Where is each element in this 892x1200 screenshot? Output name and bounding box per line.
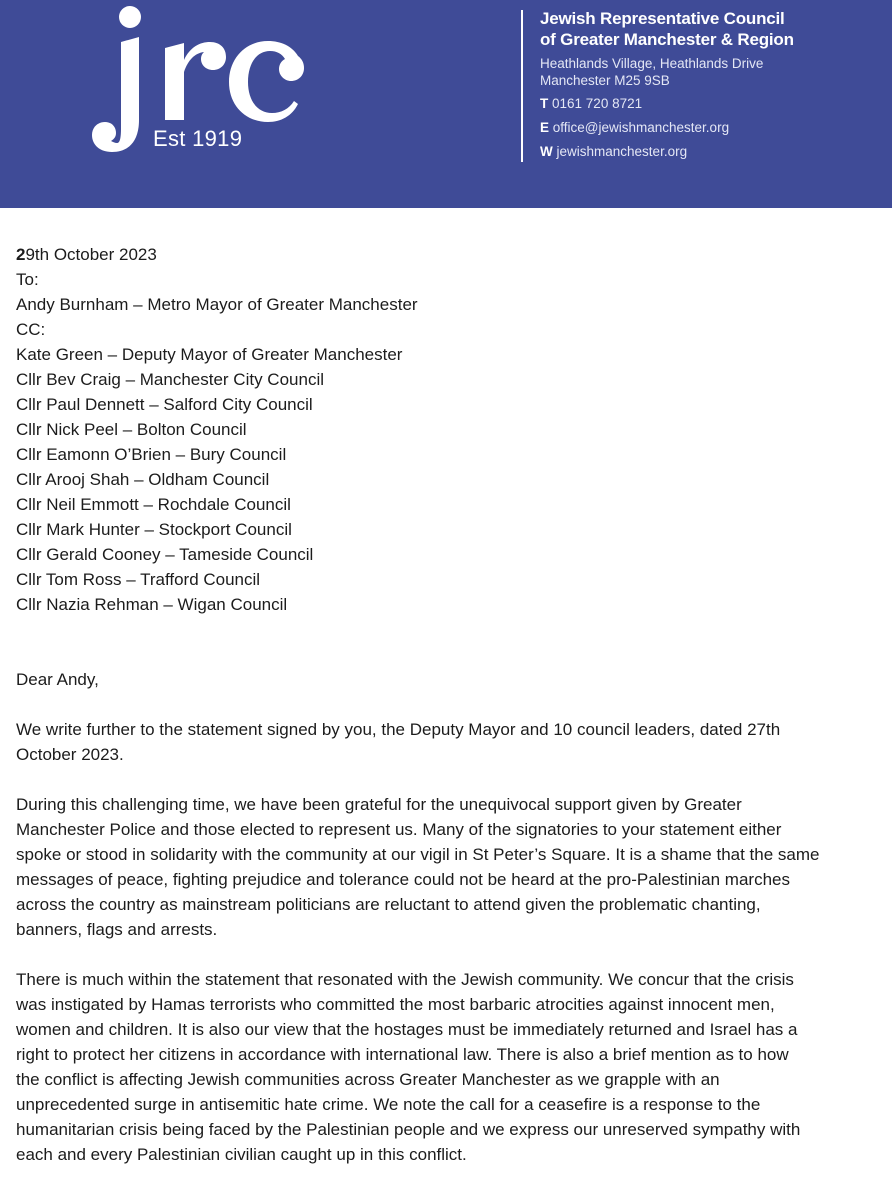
org-name-line-1: Jewish Representative Council [540,9,785,28]
established-year: Est 1919 [153,126,243,151]
cc-label: CC: [16,320,46,339]
phone-number[interactable]: 0161 720 8721 [552,96,643,111]
paragraph-line: unprecedented surge in antisemitic hate crime. We note the call for a ceasefire is a response to the [16,1095,761,1114]
paragraph-2 [16,792,876,942]
website-url[interactable]: jewishmanchester.org [556,144,688,159]
paragraph-line: During this challenging time, we have been grateful for the unequivocal support given by Greater [16,795,742,814]
website-label: W [540,144,553,159]
letter-date [16,242,876,267]
address-line-1: Heathlands Village, Heathlands Drive [540,56,764,71]
website-line [540,143,880,160]
greeting: Dear Andy, [16,670,99,689]
phone-label: T [540,96,549,111]
to-label: To: [16,270,39,289]
cc-recipient: Cllr Gerald Cooney – Tameside Council [16,545,314,564]
cc-list [16,342,876,617]
paragraph-1 [16,717,876,767]
paragraph-line: women and children. It is also our view that the hostages must be immediately returned and Israel has a [16,1020,798,1039]
paragraph-line: was instigated by Hamas terrorists who committed the most barbaric atrocities against innocent men, [16,995,775,1014]
paragraph-line: messages of peace, fighting prejudice and tolerance could not be heard at the pro-Palestinian marches [16,870,790,889]
phone-line [540,95,880,112]
cc-recipient: Cllr Nazia Rehman – Wigan Council [16,595,288,614]
cc-recipient: Kate Green – Deputy Mayor of Greater Manchester [16,345,403,364]
email-label: E [540,120,550,135]
paragraph-line: the conflict is affecting Jewish communities across Greater Manchester as we grapple with an [16,1070,720,1089]
cc-recipient: Cllr Neil Emmott – Rochdale Council [16,495,291,514]
cc-recipient: Cllr Mark Hunter – Stockport Council [16,520,292,539]
paragraph-line: banners, flags and arrests. [16,920,218,939]
letterhead-banner [0,0,892,208]
paragraph-line: spoke or stood in solidarity with the community at our vigil in St Peter’s Square. It is a shame that the same [16,845,820,864]
organisation-details [540,8,880,160]
cc-recipient: Cllr Bev Craig – Manchester City Council [16,370,324,389]
recipient: Andy Burnham – Metro Mayor of Greater Manchester [16,295,418,314]
cc-recipient: Cllr Nick Peel – Bolton Council [16,420,247,439]
cc-recipient: Cllr Paul Dennett – Salford City Council [16,395,313,414]
email-line [540,119,880,136]
paragraph-line: Manchester Police and those elected to represent us. Many of the signatories to your statement either [16,820,782,839]
paragraph-line: There is much within the statement that resonated with the Jewish community. We concur that the crisis [16,970,794,989]
org-name-line-2: of Greater Manchester & Region [540,30,794,49]
letter-body [16,242,876,1167]
cc-recipient: Cllr Arooj Shah – Oldham Council [16,470,270,489]
address-line-2: Manchester M25 9SB [540,73,670,88]
paragraph-line: across the country as mainstream politicians are reluctant to attend given the problematic chanting, [16,895,761,914]
date-rest: 9th October 2023 [25,245,157,264]
paragraph-line: humanitarian crisis being faced by the Palestinian people and we express our unreserved sympathy with [16,1120,801,1139]
divider-line [521,10,523,162]
cc-recipient: Cllr Tom Ross – Trafford Council [16,570,261,589]
paragraph-line: We write further to the statement signed by you, the Deputy Mayor and 10 council leaders, dated 27th [16,720,781,739]
paragraph-line: each and every Palestinian civilian caught up in this conflict. [16,1145,467,1164]
paragraph-line: October 2023. [16,745,124,764]
paragraph-line: right to protect her citizens in accordance with international law. There is also a brief mention as to how [16,1045,789,1064]
paragraph-3 [16,967,876,1167]
cc-recipient: Cllr Eamonn O’Brien – Bury Council [16,445,287,464]
email-address[interactable]: office@jewishmanchester.org [552,120,730,135]
date-first-digit: 2 [16,245,26,264]
